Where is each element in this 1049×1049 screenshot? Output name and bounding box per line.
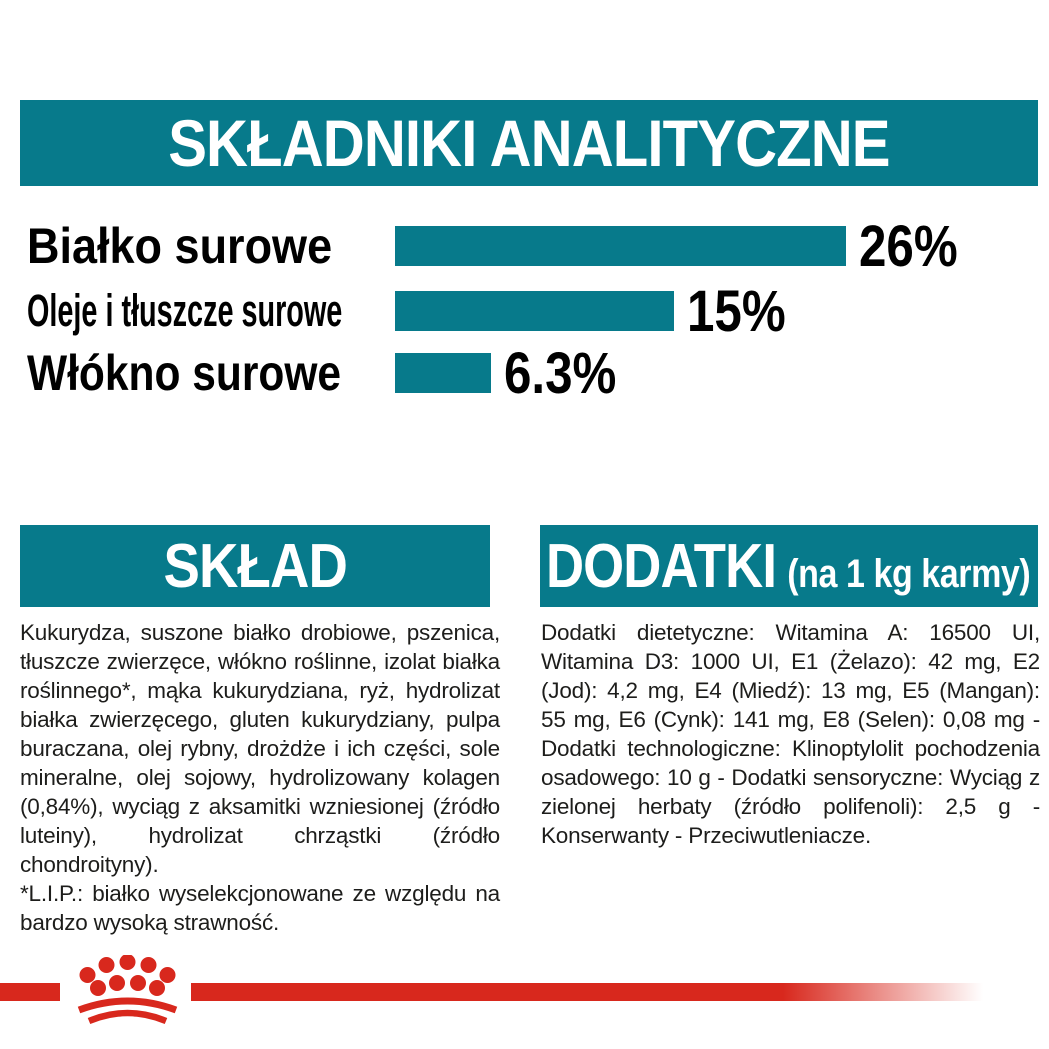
analytics-header-banner (20, 100, 1038, 186)
footer-band-left (0, 983, 60, 1001)
analytics-title: SKŁADNIKI ANALITYCZNE (168, 106, 890, 180)
chart-bar-group (395, 213, 975, 279)
chart-row-label: Białko surowe (27, 218, 333, 274)
chart-value-label: 26% (859, 213, 958, 279)
sklad-header-banner (20, 525, 490, 607)
chart-bar-group (395, 278, 803, 344)
chart-row-protein (0, 213, 1049, 279)
chart-bar (395, 291, 674, 331)
chart-value-label: 15% (687, 278, 786, 344)
chart-row-fat (0, 278, 1049, 344)
sklad-body-column (20, 618, 500, 937)
dodatki-body-column (541, 618, 1040, 850)
chart-bar-group (395, 340, 636, 406)
dodatki-title-suffix: (na 1 kg karmy) (787, 551, 1031, 596)
footer-band-right (191, 983, 991, 1001)
dodatki-title: DODATKI (545, 531, 777, 601)
chart-bar (395, 353, 491, 393)
sklad-title: SKŁAD (163, 531, 347, 601)
dodatki-header-banner (540, 525, 1038, 607)
chart-bar (395, 226, 846, 266)
sklad-body-text: Kukurydza, suszone białko drobiowe, pszenica, tłuszcze zwierzęce, włókno roślinne, izolat białka roślinnego*, mąka kukurydziana, ryż, hydrolizat białka zwierzęcego, gluten kukurydziany, pulpa buraczana, olej rybny, drożdże i ich części, sole mineralne, olej sojowy, hydrolizowany kolagen (0,84%), wyciąg z aksamitki wzniesionej (źródło luteiny), hydrolizat chrząstki (źródło chondroityny). (20, 620, 500, 877)
dodatki-title-group (540, 531, 1030, 602)
chart-value-label: 6.3% (504, 340, 617, 406)
dodatki-body-text: Dodatki dietetyczne: Witamina A: 16500 UI, Witamina D3: 1000 UI, E1 (Żelazo): 42 mg, E2 (Jod): 4,2 mg, E4 (Miedź): 13 mg, E5 (Mangan): 55 mg, E6 (Cynk): 141 mg, E8 (Selen): 0,08 mg - Dodatki technologiczne: Klinoptylolit pochodzenia osadowego: 10 g - Dodatki sensoryczne: Wyciąg z zielonej herbaty (źródło polifenoli): 2,5 g - Konserwanty - Przeciwutleniacze. (541, 620, 1040, 848)
royal-canin-crown-icon (55, 955, 200, 1025)
chart-row-fibre (0, 340, 1049, 406)
chart-row-label: Oleje i tłuszcze surowe (27, 285, 343, 336)
sklad-footnote: *L.I.P.: białko wyselekcjonowane ze względu na bardzo wysoką strawność. (20, 881, 500, 935)
chart-row-label: Włókno surowe (27, 345, 342, 401)
